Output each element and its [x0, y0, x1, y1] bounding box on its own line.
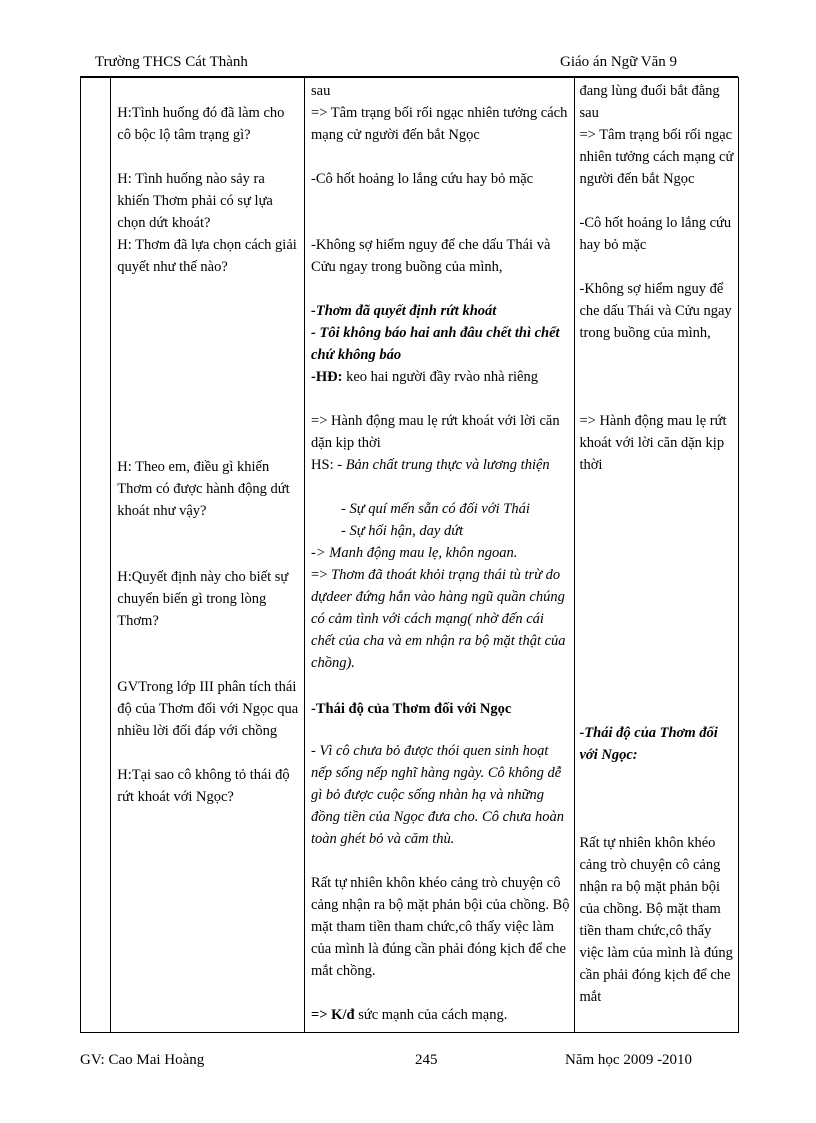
- content-mood: => Tâm trạng bối rối ngạc nhiên tưởng cách mạng cử người đến bắt Ngọc: [311, 105, 568, 143]
- content-column: [305, 78, 575, 1033]
- footer-teacher: GV: Cao Mai Hoàng: [80, 1052, 205, 1068]
- question-3: H: Thơm đã lựa chọn cách giải quyết như thế nào?: [117, 237, 297, 275]
- questions-column: [111, 78, 305, 1033]
- table-row: [81, 78, 739, 1033]
- content-action: [311, 366, 570, 388]
- content-hide: -Không sợ hiểm nguy để che dấu Thái và Cửu ngay trong buồng của mình,: [311, 237, 551, 275]
- content-attitude-reason: - Vì cô chưa bỏ được thói quen sinh hoạt nếp sống nếp nghĩ hàng ngày. Cô không dễ gì bỏ được cuộc sống nhàn hạ và những đồng tiền của Ngọc đưa cho. Cô chưa hoàn toàn ghét bỏ và căm thù.: [311, 743, 565, 847]
- note-chase: đang lùng đuổi bắt đằng sau: [579, 83, 720, 121]
- teacher-note: GVTrong lớp III phân tích thái độ của Thơm đối với Ngọc qua nhiều lời đối đáp với chồng: [117, 679, 299, 739]
- note-panic: -Cô hốt hoảng lo lắng cứu hay bỏ mặc: [579, 215, 732, 253]
- conclusion-label: => K/đ: [311, 1007, 355, 1023]
- content-change: [311, 564, 570, 674]
- change-arrow: =>: [311, 567, 328, 583]
- change-text: Thơm đã thoát khỏi trạng thái tù trừ do dựdeer đứng hẳn vào hàng ngũ quần chúng có cảm tình với cách mạng( nhờ đến cái chết của cha và em nhận ra bộ mặt thật của chồng).: [311, 567, 566, 671]
- content-regret: - Sự hối hận, day dứt: [341, 523, 464, 539]
- action-label: -HĐ:: [311, 369, 343, 385]
- question-4: H: Theo em, điều gì khiến Thơm có được hành động dứt khoát như vậy?: [117, 459, 290, 519]
- hs-text: Bản chất trung thực và lương thiện: [345, 457, 550, 473]
- conclusion-text: sức mạnh của cách mạng.: [358, 1007, 508, 1023]
- margin-column: [81, 78, 111, 1033]
- header-subject: Giáo án Ngữ Văn 9: [560, 54, 677, 70]
- note-swift: => Hành động mau lẹ rứt khoát với lời căn dặn kịp thời: [579, 413, 727, 473]
- page-number: 245: [415, 1052, 438, 1068]
- notes-column: [575, 78, 739, 1033]
- action-text: keo hai người đầy rvào nhà riêng: [346, 369, 538, 385]
- question-5: H:Quyết định này cho biết sự chuyển biến gì trong lòng Thơm?: [117, 569, 289, 629]
- content-attitude-heading: -Thái độ của Thơm đối với Ngọc: [311, 701, 512, 717]
- note-mood: => Tâm trạng bối rối ngạc nhiên tưởng cách mạng cử người đến bắt Ngọc: [579, 127, 734, 187]
- content-panic: -Cô hốt hoảng lo lắng cứu hay bỏ mặc: [311, 171, 534, 187]
- question-1: H:Tình huống đó đã làm cho cô bộc lộ tâm trạng gì?: [117, 105, 285, 143]
- question-6: H:Tại sao cô không tỏ thái độ rứt khoát với Ngọc?: [117, 767, 290, 805]
- question-2: H: Tình huống nào sảy ra khiến Thơm phải có sự lựa chọn dứt khoát?: [117, 171, 273, 231]
- note-conversation: Rất tự nhiên khôn khéo cảng trò chuyện cô cảng nhận ra bộ mặt phản bội của chồng. Bộ mặt tham tiền tham chức,cô thấy việc làm của mình là đúng cần phải đóng kịch để che mắt: [579, 835, 733, 1005]
- lesson-table: [80, 77, 739, 1033]
- note-attitude-heading: -Thái độ của Thơm đối với Ngọc:: [579, 725, 718, 763]
- content-decision: -Thơm đã quyết định rứt khoát: [311, 303, 497, 319]
- note-hide: -Không sợ hiểm nguy để che dấu Thái và Cửu ngay trong buồng của mình,: [579, 281, 732, 341]
- content-hs: [311, 454, 570, 476]
- content-conversation: Rất tự nhiên khôn khéo cảng trò chuyện cô cảng nhận ra bộ mặt phản bội của chồng. Bộ mặt tham tiền tham chức,cô thấy việc làm của mình là đúng cần phải đóng kịch để che mắt chồng.: [311, 875, 570, 979]
- content-conclusion: [311, 1004, 570, 1026]
- content-clever: -> Manh động mau lẹ, khôn ngoan.: [311, 545, 518, 561]
- content-respect: - Sự quí mến sẵn có đối với Thái: [341, 501, 530, 517]
- hs-label: HS: -: [311, 457, 343, 473]
- header-school: Trường THCS Cát Thành: [95, 54, 248, 70]
- content-swift: => Hành động mau lẹ rứt khoát với lời căn dặn kịp thời: [311, 413, 560, 451]
- content-quote: - Tôi không báo hai anh đâu chết thì chết chứ không báo: [311, 325, 560, 363]
- content-line: sau: [311, 83, 331, 99]
- footer-year: Năm học 2009 -2010: [565, 1052, 693, 1068]
